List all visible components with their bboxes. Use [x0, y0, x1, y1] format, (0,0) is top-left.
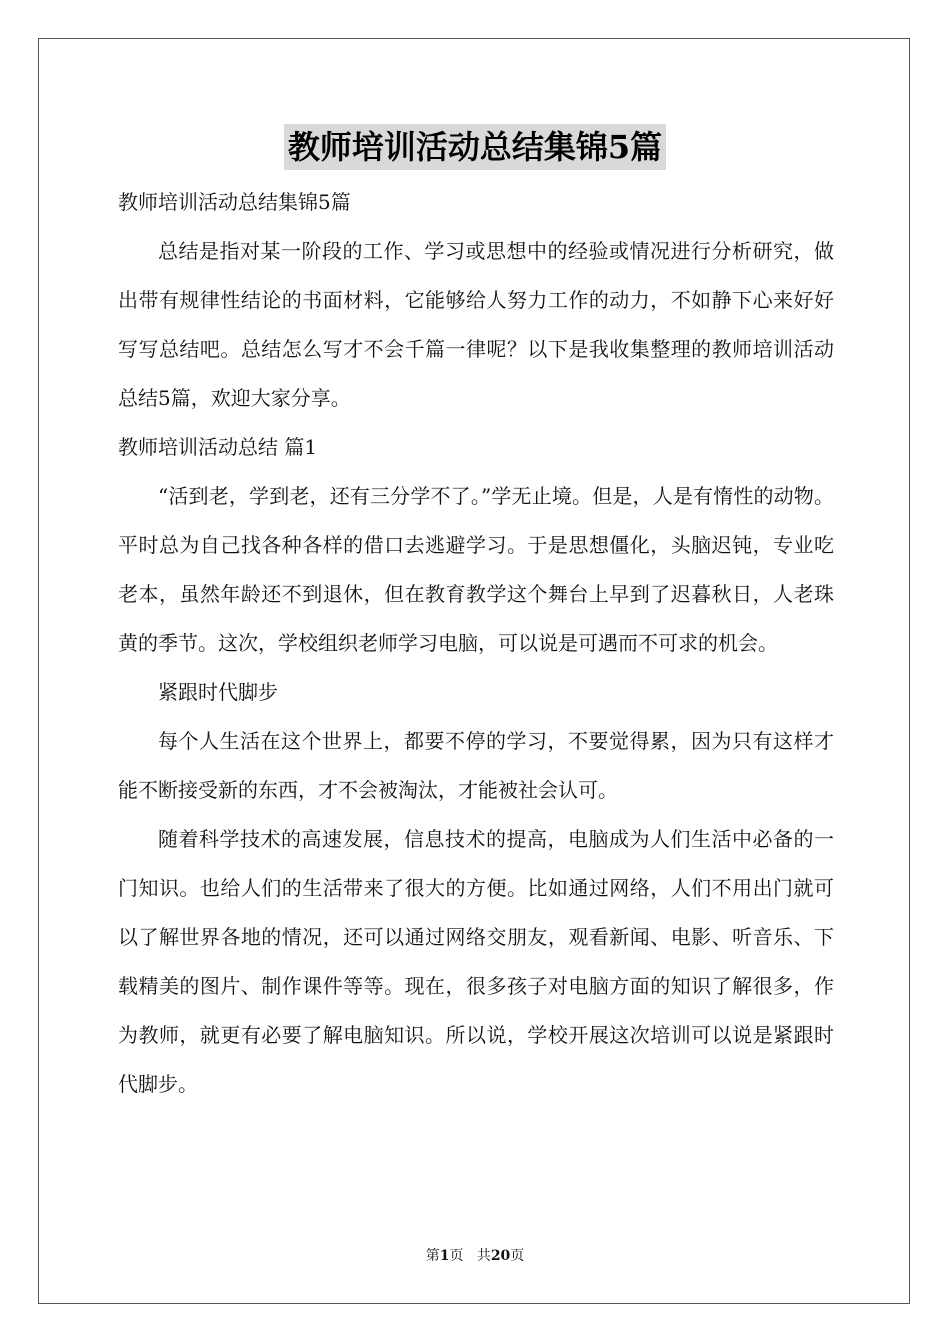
page-footer [0, 1245, 950, 1265]
body-paragraph: 随着科学技术的高速发展，信息技术的提高，电脑成为人们生活中必备的一门知识。也给人们的生活带来了很大的方便。比如通过网络，人们不用出门就可以了解世界各地的情况，还可以通过网络交朋友，观看新闻、电影、听音乐、下载精美的图片、制作课件等等。现在，很多孩子对电脑方面的知识了解很多，作为教师，就更有必要了解电脑知识。所以说，学校开展这次培训可以说是紧跟时代脚步。 [118, 827, 834, 1096]
section-heading: 教师培训活动总结 篇1 [118, 435, 318, 459]
page-unit: 页 [449, 1248, 464, 1264]
body-paragraph: “活到老，学到老，还有三分学不了。”学无止境。但是，人是有惰性的动物。平时总为自己找各种各样的借口去逃避学习。于是思想僵化，头脑迟钝，专业吃老本，虽然年龄还不到退休，但在教育教学这个舞台上早到了迟暮秋日，人老珠黄的季节。这次，学校组织老师学习电脑，可以说是可遇而不可求的机会。 [118, 484, 834, 655]
section-subheading: 紧跟时代脚步 [158, 680, 278, 704]
page-current: 1 [439, 1248, 450, 1264]
total-pages: 20 [490, 1248, 511, 1264]
total-unit: 页 [510, 1248, 525, 1264]
document-body [118, 178, 834, 1109]
title-container [0, 124, 950, 170]
page-prefix: 第 [425, 1248, 440, 1264]
intro-paragraph: 总结是指对某一阶段的工作、学习或思想中的经验或情况进行分析研究，做出带有规律性结论的书面材料，它能够给人努力工作的动力，不如静下心来好好写写总结吧。总结怎么写才不会千篇一律呢？以下是我收集整理的教师培训活动总结5篇，欢迎大家分享。 [118, 239, 834, 410]
body-paragraph: 每个人生活在这个世界上，都要不停的学习，不要觉得累，因为只有这样才能不断接受新的东西，才不会被淘汰，才能被社会认可。 [118, 729, 834, 802]
document-subtitle: 教师培训活动总结集锦5篇 [118, 190, 351, 214]
document-title: 教师培训活动总结集锦5篇 [284, 124, 666, 170]
total-prefix: 共 [476, 1248, 491, 1264]
